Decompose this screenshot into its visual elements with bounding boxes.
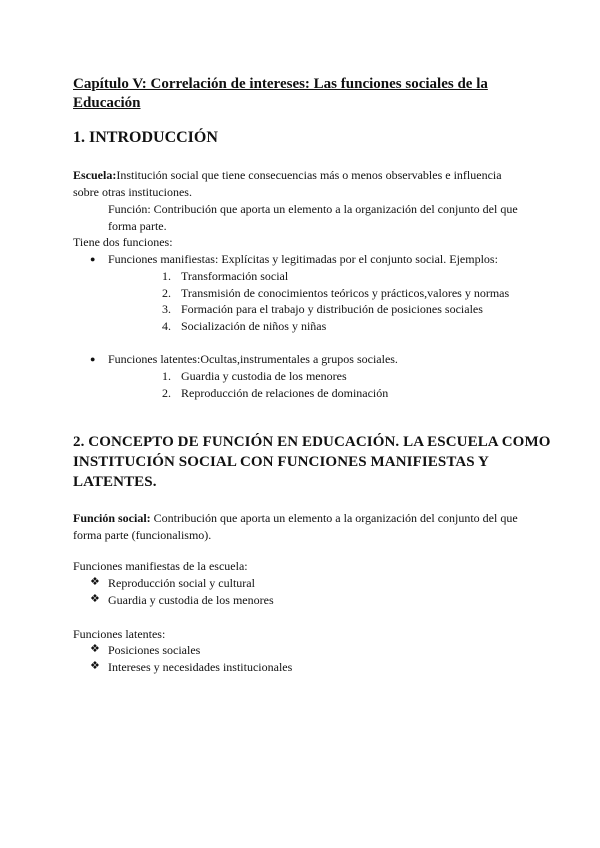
manifiestas-item-1: Transformación social (181, 269, 289, 283)
escuela-latente-item-1: Posiciones sociales (108, 643, 201, 657)
latentes-item-2: Reproducción de relaciones de dominación (181, 386, 389, 400)
latentes-num-1: 1. (162, 369, 171, 383)
funcion-definition-line-1: Función: Contribución que aporta un elemento a la organización del conjunto del que (108, 202, 518, 216)
diamond-bullet-icon: ❖ (90, 593, 100, 605)
escuela-definition-line-2: sobre otras instituciones. (73, 185, 192, 199)
bullet-icon: ● (90, 254, 96, 264)
manifiestas-num-2: 2. (162, 286, 171, 300)
funciones-latentes-label: Funciones latentes: (73, 627, 166, 641)
escuela-definition-line-1 (73, 167, 502, 183)
chapter-title-line-1: Capítulo V: Correlación de intereses: Las funciones sociales de la (73, 76, 488, 92)
manifiestas-item-4: Socialización de niños y niñas (181, 319, 327, 333)
diamond-bullet-icon: ❖ (90, 660, 100, 672)
manifiestas-num-3: 3. (162, 302, 171, 316)
manifiestas-label: Funciones manifiestas: Explícitas y legitimadas por el conjunto social. Ejemplos: (108, 252, 498, 266)
latentes-label: Funciones latentes:Ocultas,instrumentales a grupos sociales. (108, 352, 398, 366)
escuela-latente-item-2: Intereses y necesidades institucionales (108, 660, 293, 674)
funcion-social-line-2: forma parte (funcionalismo). (73, 528, 212, 542)
chapter-title-line-2: Educación (73, 95, 141, 111)
funcion-social-text: Contribución que aporta un elemento a la organización del conjunto del que (150, 511, 518, 525)
funcion-social-line-1 (73, 510, 518, 526)
section-2-heading-line-2: INSTITUCIÓN SOCIAL CON FUNCIONES MANIFIESTAS Y (73, 454, 489, 470)
bullet-icon: ● (90, 354, 96, 364)
section-2-heading-line-3: LATENTES. (73, 474, 157, 490)
diamond-bullet-icon: ❖ (90, 576, 100, 588)
manifiestas-item-2: Transmisión de conocimientos teóricos y prácticos,valores y normas (181, 286, 510, 300)
escuela-label: Escuela: (73, 168, 117, 182)
latentes-item-1: Guardia y custodia de los menores (181, 369, 347, 383)
latentes-num-2: 2. (162, 386, 171, 400)
funciones-manifiestas-escuela-label: Funciones manifiestas de la escuela: (73, 559, 248, 573)
section-1-heading: 1. INTRODUCCIÓN (73, 129, 218, 146)
section-2-heading-line-1: 2. CONCEPTO DE FUNCIÓN EN EDUCACIÓN. LA ESCUELA COMO (73, 434, 551, 450)
diamond-bullet-icon: ❖ (90, 643, 100, 655)
funcion-social-label: Función social: (73, 511, 151, 525)
escuela-manifiesta-item-1: Reproducción social y cultural (108, 576, 255, 590)
manifiestas-num-4: 4. (162, 319, 171, 333)
manifiestas-num-1: 1. (162, 269, 171, 283)
escuela-text: Institución social que tiene consecuencias más o menos observables e influencia (116, 168, 502, 182)
manifiestas-item-3: Formación para el trabajo y distribución de posiciones sociales (181, 302, 483, 316)
funcion-definition-line-2: forma parte. (108, 219, 167, 233)
escuela-manifiesta-item-2: Guardia y custodia de los menores (108, 593, 274, 607)
tiene-dos-funciones: Tiene dos funciones: (73, 235, 173, 249)
